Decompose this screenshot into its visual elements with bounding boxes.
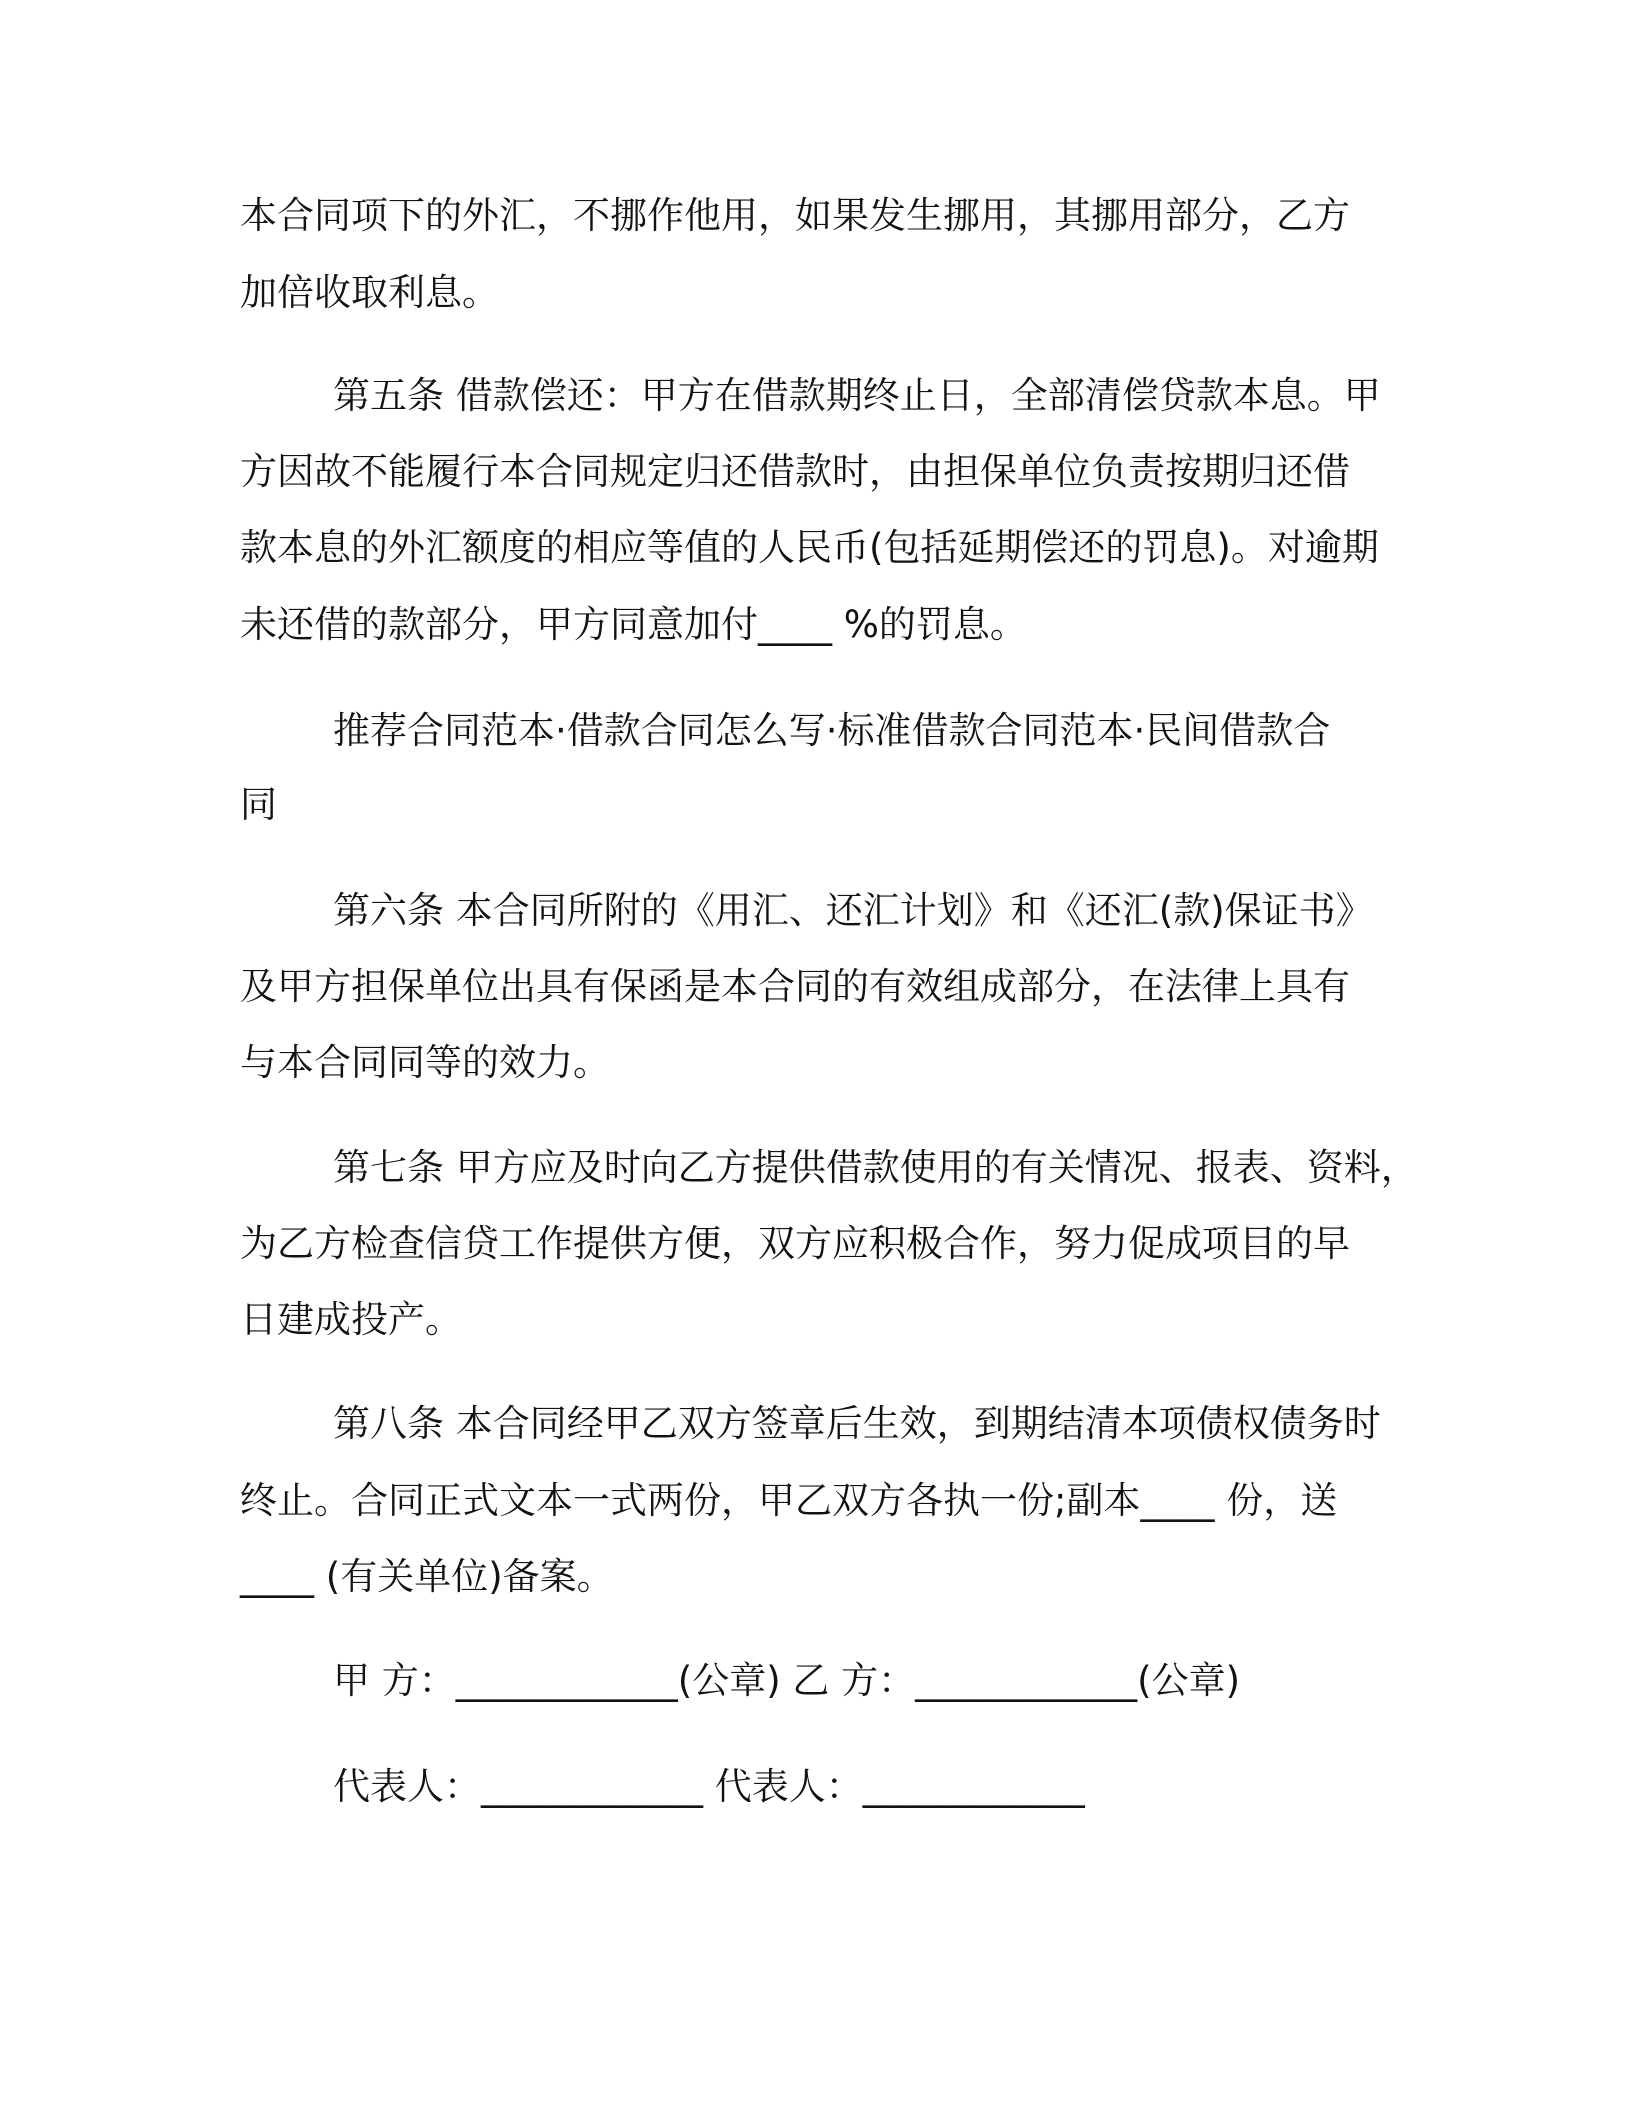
text-line: 与本合同同等的效力。	[240, 1041, 610, 1084]
text-line: 第六条 本合同所附的《用汇、还汇计划》和《还汇(款)保证书》	[333, 889, 1373, 932]
text-line: 第五条 借款偿还：甲方在借款期终止日，全部清偿贷款本息。甲	[333, 374, 1381, 417]
text-line: 加倍收取利息。	[240, 271, 499, 314]
text-line: 同	[240, 783, 277, 826]
text-line: 终止。合同正式文本一式两份，甲乙双方各执一份;副本____ 份，送	[240, 1479, 1338, 1522]
text-line: 款本息的外汇额度的相应等值的人民币(包括延期偿还的罚息)。对逾期	[240, 526, 1379, 569]
text-line: 及甲方担保单位出具有保函是本合同的有效组成部分，在法律上具有	[240, 965, 1350, 1008]
text-line: ____ (有关单位)备案。	[240, 1555, 614, 1598]
representative-signature-line: 代表人：____________ 代表人：____________	[333, 1765, 1085, 1808]
party-signature-line: 甲 方：____________(公章) 乙 方：____________(公章)	[333, 1659, 1241, 1702]
text-line: 推荐合同范本·借款合同怎么写·标准借款合同范本·民间借款合	[333, 709, 1331, 752]
text-line: 第八条 本合同经甲乙双方签章后生效，到期结清本项债权债务时	[333, 1402, 1381, 1445]
text-line: 日建成投产。	[240, 1298, 462, 1341]
text-line: 未还借的款部分，甲方同意加付____ %的罚息。	[240, 603, 1027, 646]
text-line: 第七条 甲方应及时向乙方提供借款使用的有关情况、报表、资料，	[333, 1146, 1418, 1189]
text-line: 本合同项下的外汇，不挪作他用，如果发生挪用，其挪用部分，乙方	[240, 194, 1350, 237]
text-line: 方因故不能履行本合同规定归还借款时，由担保单位负责按期归还借	[240, 450, 1350, 493]
text-line: 为乙方检查信贷工作提供方便，双方应积极合作，努力促成项目的早	[240, 1222, 1350, 1265]
